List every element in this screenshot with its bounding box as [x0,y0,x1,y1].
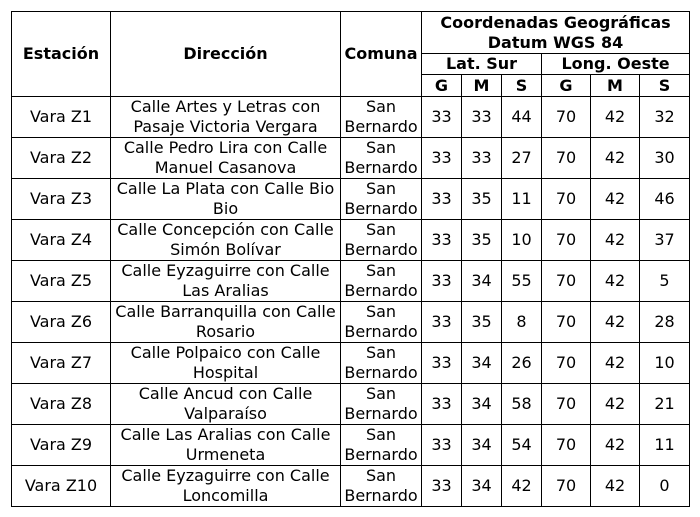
header-lat-sur: Lat. Sur [422,54,542,75]
cell-direccion [111,466,341,507]
cell-estacion: Vara Z9 [12,425,111,466]
cell-lon-m: 42 [591,261,640,302]
cell-lon-g: 70 [542,425,591,466]
cell-direccion [111,343,341,384]
direccion-line1: Calle Eyzaguirre con Calle [121,261,330,280]
cell-lon-g: 70 [542,466,591,507]
cell-lon-g: 70 [542,261,591,302]
cell-lat-m: 34 [462,261,502,302]
comuna-line2: Bernardo [344,322,418,341]
direccion-line2: Loncomilla [182,486,269,505]
direccion-line1: Calle La Plata con Calle Bio [116,179,335,198]
cell-lon-g: 70 [542,343,591,384]
comuna-line2: Bernardo [344,281,418,300]
header-lon-g: G [542,75,591,97]
cell-lon-g: 70 [542,220,591,261]
cell-direccion [111,220,341,261]
cell-lon-s: 28 [640,302,690,343]
cell-lat-s: 55 [502,261,542,302]
cell-lon-g: 70 [542,138,591,179]
header-lon-m: M [591,75,640,97]
cell-estacion: Vara Z4 [12,220,111,261]
cell-estacion: Vara Z5 [12,261,111,302]
direccion-line2: Manuel Casanova [154,158,297,177]
cell-lon-m: 42 [591,384,640,425]
cell-comuna [341,466,422,507]
header-lat-m: M [462,75,502,97]
cell-direccion [111,97,341,138]
cell-lat-s: 54 [502,425,542,466]
table-row [12,425,690,466]
cell-lat-m: 34 [462,343,502,384]
table-body [12,97,690,507]
cell-lat-m: 35 [462,302,502,343]
cell-comuna [341,179,422,220]
stations-table [11,11,690,507]
comuna-line1: San [365,97,397,116]
cell-estacion: Vara Z6 [12,302,111,343]
comuna-line1: San [365,302,397,321]
cell-lat-s: 44 [502,97,542,138]
direccion-line1: Calle Barranquilla con Calle [115,302,336,321]
table-row [12,466,690,507]
table-row [12,138,690,179]
direccion-line2: Simón Bolívar [170,240,281,259]
table-row [12,384,690,425]
direccion-line1: Calle Eyzaguirre con Calle [121,466,330,485]
cell-lat-g: 33 [422,138,462,179]
header-coordenadas-line1: Coordenadas Geográficas [440,12,671,32]
cell-lat-m: 33 [462,138,502,179]
table-row [12,220,690,261]
cell-direccion [111,138,341,179]
cell-comuna [341,220,422,261]
cell-lon-s: 46 [640,179,690,220]
comuna-line2: Bernardo [344,199,418,218]
comuna-line1: San [365,466,397,485]
cell-lon-s: 10 [640,343,690,384]
direccion-line2: Hospital [192,363,259,382]
comuna-line2: Bernardo [344,486,418,505]
comuna-line2: Bernardo [344,240,418,259]
header-comuna: Comuna [341,12,422,97]
cell-lat-s: 27 [502,138,542,179]
table-row [12,179,690,220]
comuna-line1: San [365,138,397,157]
cell-lon-s: 11 [640,425,690,466]
cell-lon-m: 42 [591,179,640,220]
cell-direccion [111,384,341,425]
cell-comuna [341,384,422,425]
direccion-line2: Pasaje Victoria Vergara [133,117,318,136]
direccion-line1: Calle Las Aralias con Calle [120,425,331,444]
direccion-line1: Calle Ancud con Calle [138,384,313,403]
comuna-line1: San [365,179,397,198]
direccion-line1: Calle Pedro Lira con Calle [123,138,328,157]
cell-lon-m: 42 [591,97,640,138]
cell-lat-s: 11 [502,179,542,220]
cell-comuna [341,302,422,343]
cell-comuna [341,261,422,302]
header-coordenadas-line2: Datum WGS 84 [487,32,624,52]
cell-lat-s: 10 [502,220,542,261]
cell-lat-m: 34 [462,384,502,425]
comuna-line2: Bernardo [344,117,418,136]
cell-comuna [341,138,422,179]
cell-lat-m: 34 [462,466,502,507]
header-long-oeste: Long. Oeste [542,54,690,75]
cell-lon-m: 42 [591,466,640,507]
cell-comuna [341,425,422,466]
cell-lon-s: 0 [640,466,690,507]
cell-lat-m: 35 [462,179,502,220]
cell-lat-g: 33 [422,425,462,466]
comuna-line1: San [365,343,397,362]
cell-lon-s: 32 [640,97,690,138]
table-row [12,261,690,302]
cell-estacion: Vara Z7 [12,343,111,384]
cell-lon-g: 70 [542,97,591,138]
cell-lon-m: 42 [591,343,640,384]
cell-lat-g: 33 [422,343,462,384]
cell-lat-s: 26 [502,343,542,384]
cell-lat-g: 33 [422,384,462,425]
direccion-line2: Las Aralias [182,281,269,300]
cell-lat-g: 33 [422,302,462,343]
cell-comuna [341,343,422,384]
cell-estacion: Vara Z1 [12,97,111,138]
cell-lat-s: 42 [502,466,542,507]
cell-lat-g: 33 [422,97,462,138]
header-lat-s: S [502,75,542,97]
cell-estacion: Vara Z3 [12,179,111,220]
cell-lon-s: 30 [640,138,690,179]
comuna-line2: Bernardo [344,158,418,177]
cell-lon-m: 42 [591,302,640,343]
cell-direccion [111,179,341,220]
header-lon-s: S [640,75,690,97]
header-lat-g: G [422,75,462,97]
comuna-line1: San [365,425,397,444]
comuna-line1: San [365,220,397,239]
comuna-line1: San [365,261,397,280]
cell-lon-g: 70 [542,179,591,220]
cell-lon-m: 42 [591,425,640,466]
cell-lon-g: 70 [542,384,591,425]
cell-lon-s: 21 [640,384,690,425]
cell-lon-s: 37 [640,220,690,261]
table-row [12,343,690,384]
cell-direccion [111,261,341,302]
direccion-line1: Calle Artes y Letras con [130,97,321,116]
direccion-line2: Bio [212,199,239,218]
comuna-line2: Bernardo [344,363,418,382]
header-direccion: Dirección [111,12,341,97]
cell-lat-g: 33 [422,466,462,507]
cell-lon-s: 5 [640,261,690,302]
cell-lon-m: 42 [591,138,640,179]
cell-lat-g: 33 [422,179,462,220]
cell-lon-m: 42 [591,220,640,261]
cell-lat-m: 33 [462,97,502,138]
table-row [12,97,690,138]
comuna-line2: Bernardo [344,445,418,464]
header-coordenadas [422,12,690,54]
cell-lat-g: 33 [422,261,462,302]
comuna-line2: Bernardo [344,404,418,423]
cell-lat-g: 33 [422,220,462,261]
direccion-line2: Rosario [195,322,256,341]
cell-lat-s: 8 [502,302,542,343]
cell-lat-m: 35 [462,220,502,261]
cell-lon-g: 70 [542,302,591,343]
direccion-line1: Calle Concepción con Calle [117,220,334,239]
cell-estacion: Vara Z8 [12,384,111,425]
cell-lat-s: 58 [502,384,542,425]
direccion-line1: Calle Polpaico con Calle [130,343,321,362]
table-row [12,302,690,343]
cell-estacion: Vara Z10 [12,466,111,507]
cell-comuna [341,97,422,138]
cell-estacion: Vara Z2 [12,138,111,179]
cell-direccion [111,302,341,343]
header-row-main [12,12,690,54]
cell-lat-m: 34 [462,425,502,466]
direccion-line2: Valparaíso [184,404,267,423]
direccion-line2: Urmeneta [185,445,266,464]
cell-direccion [111,425,341,466]
comuna-line1: San [365,384,397,403]
header-estacion: Estación [12,12,111,97]
